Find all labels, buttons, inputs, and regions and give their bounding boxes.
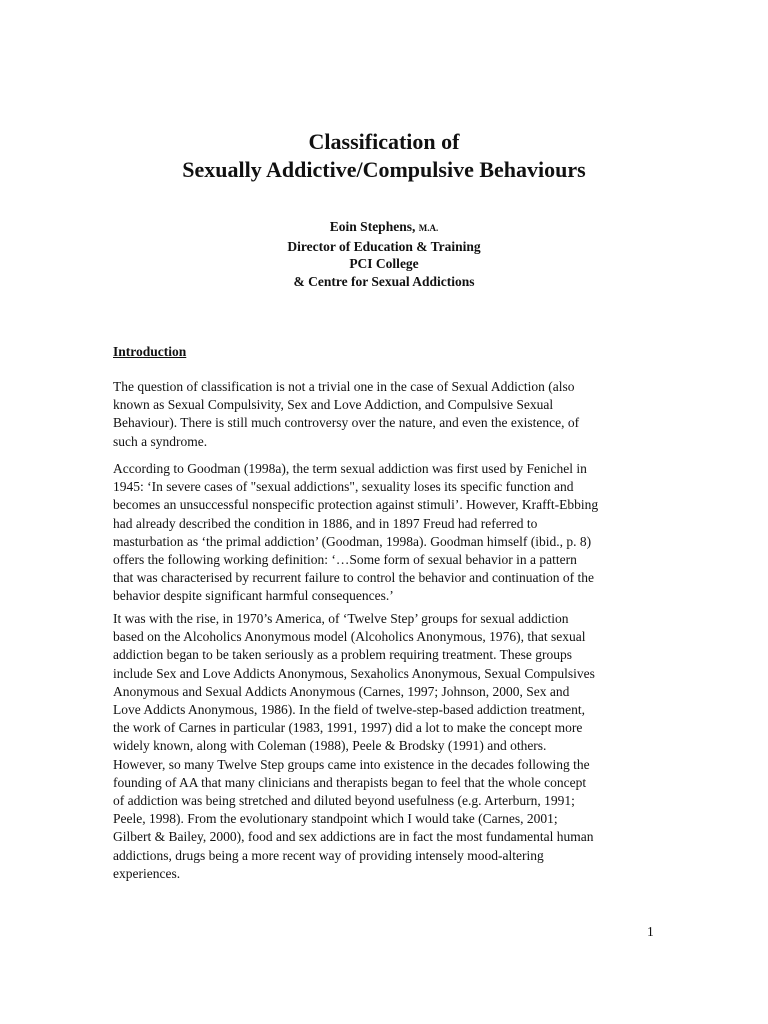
paragraph-line: behavior despite significant harmful consequences.’ [113, 588, 394, 604]
paragraph-line: masturbation as ‘the primal addiction’ (Goodman, 1998a). Goodman himself (ibid., p. 8) [113, 533, 592, 549]
section-heading: Introduction [113, 344, 187, 359]
author-role: Director of Education & Training [287, 238, 481, 254]
paragraph-line: addictions, drugs being a more recent way of providing intensely mood-altering [113, 847, 544, 863]
paragraph-line: offers the following working definition: ‘…Some form of sexual behavior in a pattern [113, 552, 577, 568]
paragraph-line: However, so many Twelve Step groups came into existence in the decades following the [113, 756, 590, 772]
paragraph-line: widely known, along with Coleman (1988), Peele & Brodsky (1991) and others. [113, 738, 547, 754]
paragraph-line: the work of Carnes in particular (1983, 1991, 1997) did a lot to make the concept more [113, 720, 583, 736]
paragraph-line: 1945: ‘In severe cases of "sexual addictions", sexuality loses its specific function and [113, 479, 574, 495]
paragraph-line: Peele, 1998). From the evolutionary standpoint which I would take (Carnes, 2001; [113, 811, 558, 827]
paragraph-line: that was characterised by recurrent failure to control the behavior and continuation of the [113, 570, 594, 586]
paragraph-line: Gilbert & Bailey, 2000), food and sex addictions are in fact the most fundamental human [113, 829, 594, 845]
paragraph-line: The question of classification is not a trivial one in the case of Sexual Addiction (also [113, 379, 575, 394]
page-number: 1 [647, 924, 654, 939]
paragraph-line: based on the Alcoholics Anonymous model (Alcoholics Anonymous, 1976), that sexual [113, 629, 586, 645]
paragraph-3 [113, 610, 658, 883]
author-line [0, 218, 768, 238]
institution: PCI College [349, 256, 419, 271]
paragraph-2 [113, 460, 658, 606]
paragraph-1 [113, 378, 658, 451]
paragraph-line: include Sex and Love Addicts Anonymous, Sexaholics Anonymous, Sexual Compulsives [113, 665, 595, 681]
paragraph-line: Anonymous and Sexual Addicts Anonymous (Carnes, 1997; Johnson, 2000, Sex and [113, 683, 570, 699]
paragraph-line: It was with the rise, in 1970’s America, of ‘Twelve Step’ groups for sexual addiction [113, 611, 569, 626]
title-line-2: Sexually Addictive/Compulsive Behaviours [182, 157, 586, 182]
paragraph-line: Love Addicts Anonymous, 1986). In the field of twelve-step-based addiction treatment, [113, 702, 586, 718]
document-title [0, 128, 768, 184]
author-degree: M.A. [418, 223, 439, 233]
paragraph-line: such a syndrome. [113, 433, 208, 449]
author-block [0, 218, 768, 290]
title-line-1: Classification of [308, 129, 460, 154]
paragraph-line: experiences. [113, 865, 181, 881]
paragraph-line: becomes an unsuccessful nonspecific protection against stimuli’. However, Krafft-Ebbing [113, 497, 599, 513]
institution-secondary: & Centre for Sexual Addictions [293, 273, 475, 289]
paragraph-line: addiction began to be taken seriously as a problem requiring treatment. These groups [113, 647, 572, 663]
paragraph-line: According to Goodman (1998a), the term sexual addiction was first used by Fenichel in [113, 461, 587, 476]
paragraph-line: known as Sexual Compulsivity, Sex and Love Addiction, and Compulsive Sexual [113, 397, 554, 413]
paragraph-line: founding of AA that many clinicians and therapists began to feel that the whole concept [113, 774, 587, 790]
author-name: Eoin Stephens, [329, 219, 416, 234]
paragraph-line: Behaviour). There is still much controversy over the nature, and even the existence, of [113, 415, 580, 431]
paragraph-line: of addiction was being stretched and diluted beyond usefulness (e.g. Arterburn, 1991; [113, 793, 575, 809]
paragraph-line: had already described the condition in 1886, and in 1897 Freud had referred to [113, 515, 538, 531]
